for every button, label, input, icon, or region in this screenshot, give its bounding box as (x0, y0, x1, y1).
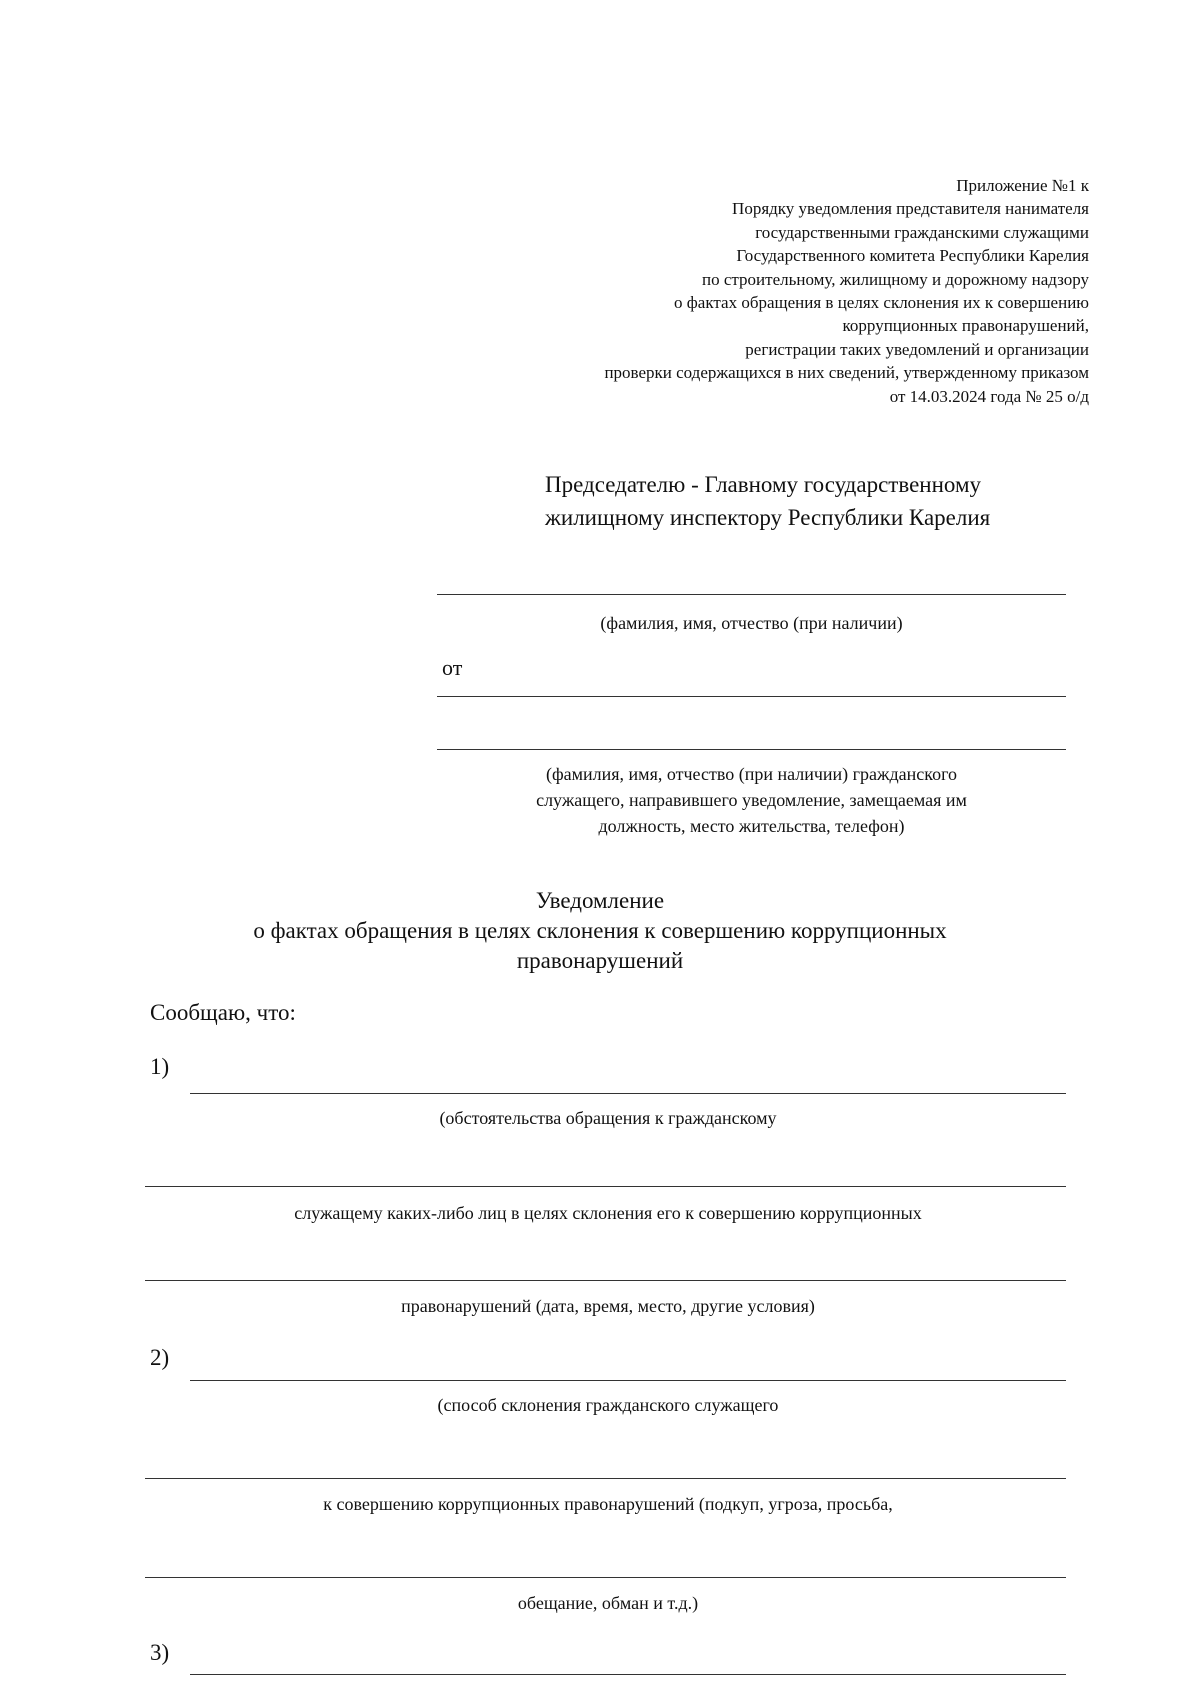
item-2-number: 2) (150, 1345, 170, 1370)
addressee-line-1: Председателю - Главному государственному (545, 472, 982, 497)
sender-field-line-1[interactable] (437, 696, 1066, 697)
item-1-field-line-3[interactable] (145, 1280, 1066, 1281)
item-1-caption-2: служащему каких-либо лиц в целях склонения его к совершению коррупционных (294, 1203, 922, 1223)
item-1-field-line-2[interactable] (145, 1186, 1066, 1187)
sender-field-line-2[interactable] (437, 749, 1066, 750)
appendix-line: регистрации таких уведомлений и организации (745, 339, 1089, 359)
addressee-line-2: жилищному инспектору Республики Карелия (545, 505, 991, 530)
title-line-1: Уведомление (535, 888, 665, 913)
sender-caption-line: должность, место жительства, телефон) (598, 816, 905, 836)
appendix-line: коррупционных правонарушений, (842, 316, 1089, 336)
from-label: от (442, 655, 463, 680)
addressee-block (545, 468, 990, 534)
item-2-caption-2: к совершению коррупционных правонарушений (подкуп, угроза, просьба, (323, 1494, 893, 1514)
appendix-header (469, 174, 1089, 408)
item-3-number: 3) (150, 1640, 170, 1665)
item-2-caption-1: (способ склонения гражданского служащего (437, 1395, 779, 1415)
sender-caption-line: служащего, направившего уведомление, замещаемая им (536, 790, 967, 810)
appendix-line: Порядку уведомления представителя нанимателя (732, 199, 1089, 219)
item-2-caption-3: обещание, обман и т.д.) (517, 1593, 699, 1613)
appendix-line: Приложение №1 к (956, 176, 1089, 195)
appendix-line: государственными гражданскими служащими (755, 222, 1089, 242)
intro-text: Сообщаю, что: (150, 1000, 296, 1025)
title-line-2: о фактах обращения в целях склонения к совершению коррупционных (253, 918, 947, 943)
item-1-caption-1: (обстоятельства обращения к гражданскому (439, 1108, 777, 1128)
item-2-field-line-3[interactable] (145, 1577, 1066, 1578)
sender-caption (437, 761, 1066, 839)
item-1-caption-3: правонарушений (дата, время, место, другие условия) (401, 1296, 815, 1316)
appendix-line: проверки содержащихся в них сведений, утвержденному приказом (604, 363, 1089, 383)
addressee-name-caption: (фамилия, имя, отчество (при наличии) (600, 613, 903, 633)
appendix-line: Государственного комитета Республики Карелия (736, 246, 1089, 266)
appendix-line: от 14.03.2024 года № 25 о/д (889, 386, 1089, 406)
item-1-field-line-1[interactable] (190, 1093, 1066, 1094)
item-2-field-line-2[interactable] (145, 1478, 1066, 1479)
item-1-number: 1) (150, 1054, 170, 1079)
item-3-field-line-1[interactable] (190, 1674, 1066, 1675)
appendix-line: по строительному, жилищному и дорожному надзору (702, 269, 1089, 289)
item-2-field-line-1[interactable] (190, 1380, 1066, 1381)
title-line-3: правонарушений (516, 948, 684, 973)
sender-caption-line: (фамилия, имя, отчество (при наличии) гражданского (545, 764, 958, 784)
appendix-line: о фактах обращения в целях склонения их к совершению (674, 293, 1089, 313)
document-title (150, 886, 1050, 976)
addressee-name-field[interactable] (437, 594, 1066, 595)
